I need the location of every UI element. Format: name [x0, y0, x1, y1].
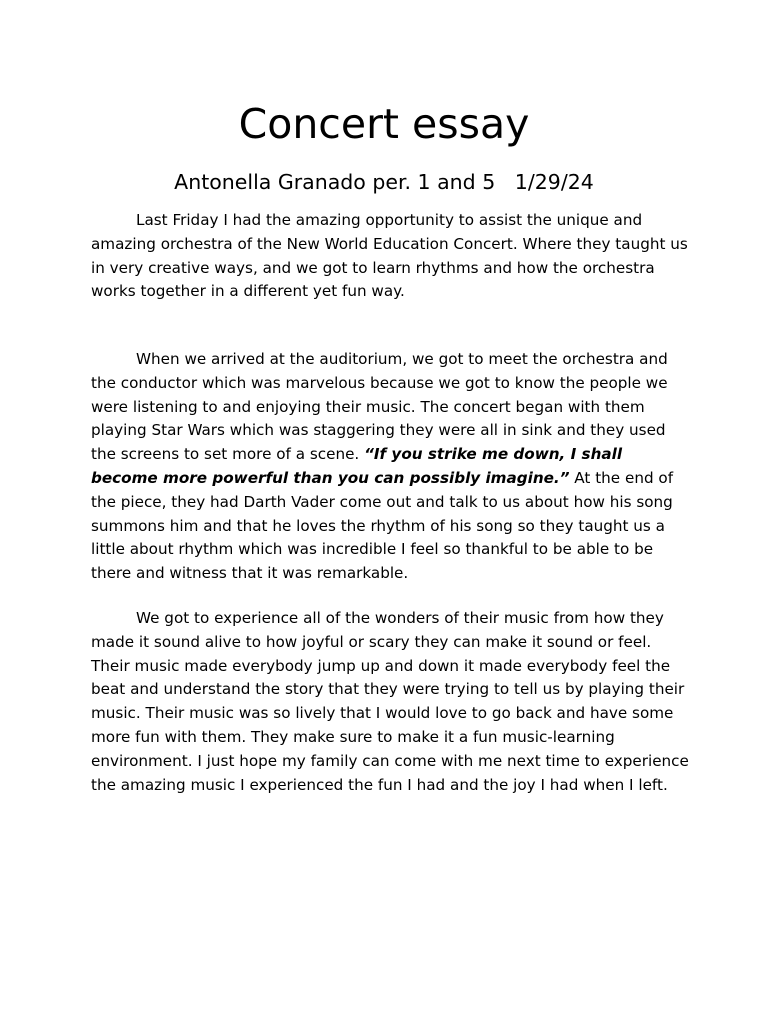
paragraph-2-text-before-quote: When we arrived at the auditorium, we got to meet the orchestra and the conductor which was marvelous because we got to know the people we were listening to and enjoying their music. The concert began with them playing Star Wars which was staggering they were all in sink and they used the screens to set more of a scene.	[91, 350, 668, 464]
paragraph-2-text-after-quote: At the end of the piece, they had Darth Vader come out and talk to us about how his song summons him and that he loves the rhythm of his song so they taught us a little about rhythm which was incredible I feel so thankful to be able to be there and witness that it was remarkable.	[91, 468, 674, 583]
document-title: Concert essay	[238, 100, 530, 148]
paragraph-1: Last Friday I had the amazing opportunity to assist the unique and amazing orchestra of the New World Education Concert. Where they taught us in very creative ways, and we got to learn rhythms and how the orchestra works together in a different yet fun way.	[91, 211, 688, 301]
author-line: Antonella Granado per. 1 and 5 1/29/24	[174, 170, 594, 194]
paragraph-2	[91, 348, 691, 586]
star-wars-quote: “If you strike me down, I shall become more powerful than you can possibly imagine.”	[91, 445, 623, 487]
paragraph-3: We got to experience all of the wonders of their music from how they made it sound alive to how joyful or scary they can make it sound or feel. Their music made everybody jump up and down it made everybody feel the beat and understand the story that they were trying to tell us by playing their music. Their music was so lively that I would love to go back and have some more fun with them. They make sure to make it a fun music-learning environment. I just hope my family can come with me next time to experience the amazing music I experienced the fun I had and the joy I had when I left.	[91, 609, 689, 794]
